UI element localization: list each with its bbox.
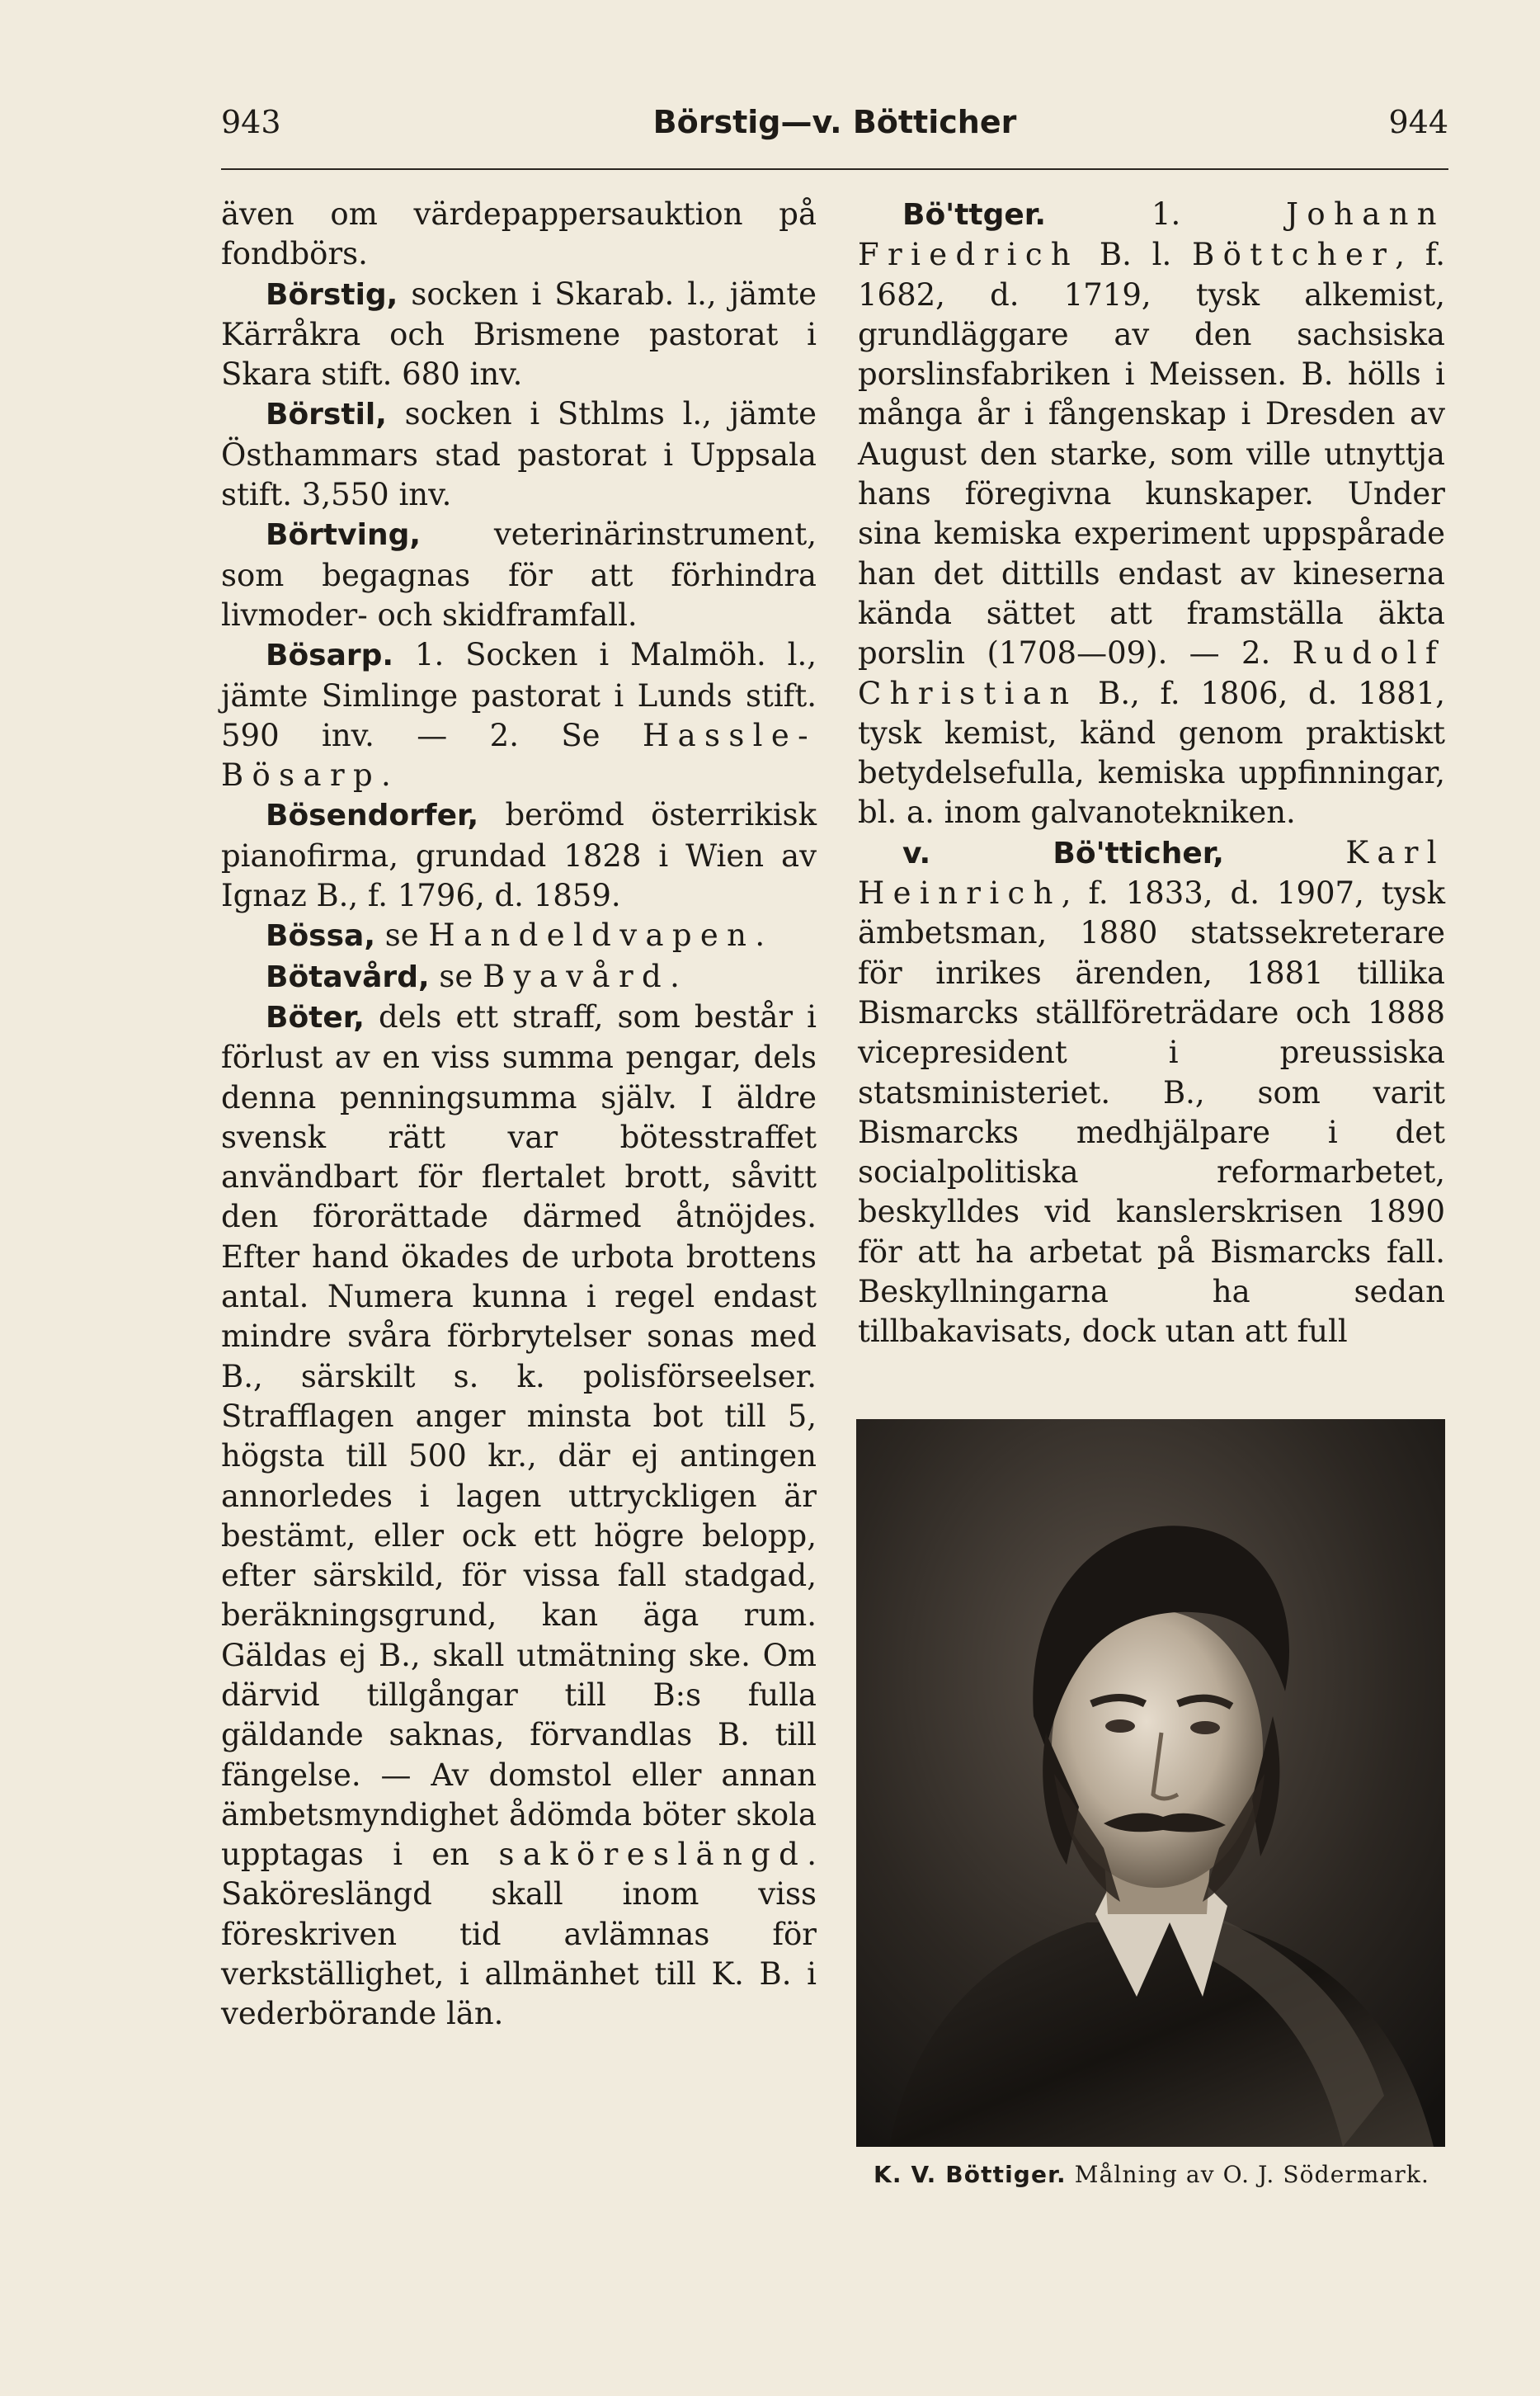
entry-borstig (221, 275, 817, 395)
entry-botticher: v. Bö'tticher, Karl Heinrich, f. 1833, d. 1907, tysk ämbetsman, 1880 statssekreterare för inrikes ärenden, 1881 tillika Bismarcks ställföreträdare och 1888 vicepresident i preussiska statsministeriet. B., som varit Bismarcks medhjälpare i det socialpolitiska reformarbetet, beskylldes vid kanslerskrisen 1890 för att ha arbetat på Bismarcks fall. Beskyllningarna ha sedan tillbakavisats, dock utan att full (858, 834, 1445, 1350)
entry-headword: Bösarp. (266, 639, 394, 673)
portrait-image (856, 1419, 1445, 2147)
figure-caption (858, 2160, 1445, 2190)
entry-bossa: Bössa, se Handeldvapen. (266, 917, 765, 954)
page-number-left: 943 (221, 104, 281, 140)
entry-headword: Bössa, (266, 919, 375, 954)
entry-continuation: även om värdepappersauktion på fondbörs. (221, 196, 817, 272)
entry-borstil (221, 394, 817, 515)
portrait-painting (856, 1419, 1445, 2147)
entry-text: 1. Socken i Malmöh. l., jämte Simlinge pastorat i Lunds stift. 590 inv. — 2. Se (221, 637, 817, 753)
entry-text: socken i Sthlms l., jämte Östhammars stad pastorat i Uppsala stift. 3,550 inv. (221, 396, 817, 513)
entry-bosendorfer (221, 795, 817, 916)
entry-headword: Börstil, (266, 398, 387, 432)
cross-reference: saköreslängd (498, 1837, 808, 1873)
page-title: Börstig—v. Bötticher (652, 104, 1017, 140)
entry-text: se (429, 958, 483, 994)
entry-headword: v. Bö'tticher, (902, 836, 1224, 870)
entry-text: veterinärinstrument, som begagnas för att förhindra livmoder- och skidframfall. (221, 516, 817, 633)
page-number-right: 944 (1388, 104, 1448, 140)
entry-bortving (221, 515, 817, 635)
person-name: Johann Friedrich (858, 196, 1445, 273)
entry-headword: Bötavård, (266, 960, 430, 994)
person-name: Rudolf Christian (858, 635, 1445, 711)
person-name: Böttcher (1192, 237, 1396, 273)
left-column (221, 195, 817, 2035)
right-column (858, 195, 1445, 1352)
cross-reference: Byavård (483, 958, 671, 994)
entry-bottger: Bö'ttger. 1. Johann Friedrich B. l. Böttcher, f. 1682, d. 1719, tysk alkemist, grundläggare av den sachsiska porslinsfabriken i Meissen. B. hölls i många år i fångenskap i Dresden av August den starke, som ville utnyttja hans föregivna kunskaper. Under sina kemiska experiment uppspårade han det dittills endast av kineserna kända sättet att framställa äkta porslin (1708—09). — 2. Rudolf Christian B., f. 1806, d. 1881, tysk kemist, känd genom praktiskt betydelsefulla, kemiska uppfinningar, bl. a. inom galvanotekniken. (858, 196, 1445, 831)
header-rule (221, 168, 1448, 170)
entry-headword: Börtving, (266, 518, 421, 553)
entry-text: dels ett straff, som består i förlust av en viss summa pengar, dels denna penningsumma själv. I äldre svensk rätt var bötesstraffet användbart för flertalet brott, såvitt den förorättade därmed åtnöjdes. Efter hand ökades de urbota brottens antal. Numera kunna i regel endast mindre svåra förbrytelser sonas med B., särskilt s. k. polisförseelser. Strafflagen anger minsta bot till 5, högsta till 500 kr., där ej antingen annorledes i lagen uttryckligen är bestämt, eller ock ett högre belopp, efter särskild, för vissa fall stadgad, beräkningsgrund, kan äga rum. Gäldas ej B., skall utmätning ske. Om därvid tillgångar till B:s fulla gäldande saknas, förvandlas B. till fängelse. — Av domstol eller annan ämbetsmyndighet ådömda böter skola upptagas i en (221, 998, 817, 1873)
caption-text: Målning av O. J. Södermark. (1066, 2161, 1429, 2188)
entry-text: socken i Skarab. l., jämte Kärråkra och Brismene pastorat i Skara stift. 680 inv. (221, 276, 817, 393)
caption-subject: K. V. Böttiger. (874, 2161, 1067, 2188)
entry-headword: Bö'ttger. (902, 198, 1047, 232)
cross-reference: Handeldvapen (428, 917, 756, 954)
entry-boter (221, 998, 817, 2035)
entry-headword: Börstig, (266, 277, 398, 312)
entry-text: se (375, 917, 429, 954)
entry-headword: Böter, (266, 1000, 365, 1035)
person-name: Karl Heinrich (858, 834, 1445, 912)
cross-reference: Hassle-Bösarp (221, 717, 817, 794)
entry-text: berömd österrikisk pianofirma, grundad 1828 i Wien av Ignaz B., f. 1796, d. 1859. (221, 797, 817, 914)
entry-bosarp: Bösarp. 1. Socken i Malmöh. l., jämte Simlinge pastorat i Lunds stift. 590 inv. — 2. Se Hassle-Bösarp. (221, 637, 817, 794)
entry-botavard: Bötavård, se Byavård. (266, 958, 680, 994)
entry-headword: Bösendorfer, (266, 799, 479, 833)
entry-text: . Saköreslängd skall inom viss föreskriven tid avlämnas för verkställighet, i allmänhet till K. B. i vederbörande län. (221, 1837, 817, 2032)
running-header (221, 104, 1448, 153)
